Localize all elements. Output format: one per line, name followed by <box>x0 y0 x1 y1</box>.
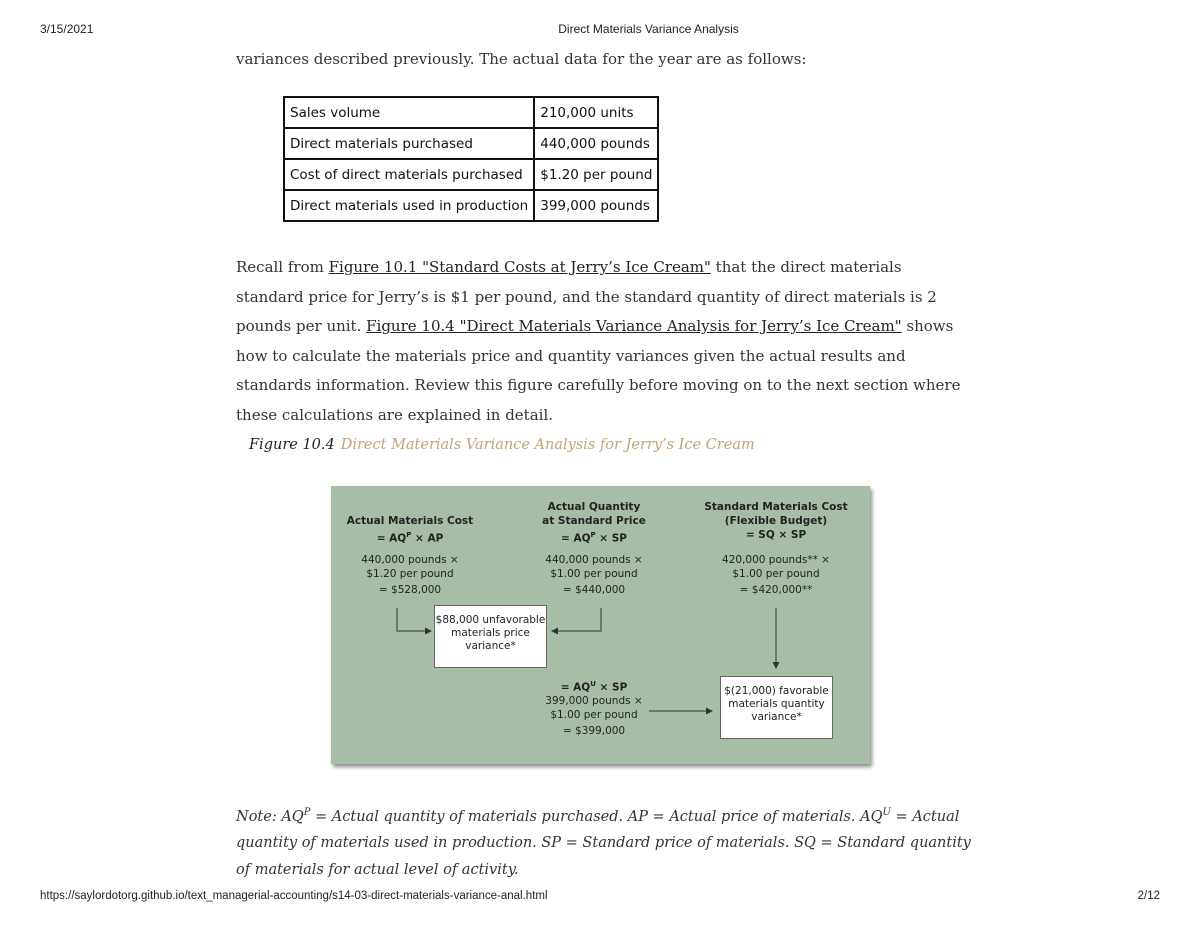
note-text: = Actual quantity of materials used in production. SP = Standard price of materials. SQ = Standard quantity of materials for actual level of activity. <box>236 808 971 878</box>
page-number: 2/12 <box>1137 890 1160 902</box>
arrow-col2-to-price-box <box>552 608 601 631</box>
variance-diagram <box>331 486 870 764</box>
actual-data-table <box>283 96 659 222</box>
variance-line: $88,000 unfavorable <box>435 614 546 626</box>
formula-text: × SP <box>595 532 628 545</box>
figure-10-1-link[interactable]: Figure 10.1 "Standard Costs at Jerry’s Ice Cream" <box>328 258 711 276</box>
table-cell-value: 399,000 pounds <box>534 190 658 221</box>
superscript-p: P <box>406 531 412 539</box>
calc-result: = $420,000** <box>739 584 813 596</box>
figure-title: Direct Materials Variance Analysis for Jerry’s Ice Cream <box>340 437 755 453</box>
table-row <box>284 190 658 221</box>
col3-heading-line: Standard Materials Cost <box>704 501 848 513</box>
calc-result: = $440,000 <box>562 584 626 596</box>
table-cell-label: Direct materials purchased <box>284 128 534 159</box>
formula-text: × AP <box>411 532 444 545</box>
note-text: = Actual quantity of materials purchased. AP = Actual price of materials. AQ <box>310 808 883 825</box>
col1-heading-line: Actual Materials Cost <box>346 515 474 527</box>
formula-text: × SP <box>595 681 628 694</box>
superscript-u: U <box>590 680 596 688</box>
variance-line: variance* <box>465 640 516 652</box>
calc-result: = $528,000 <box>378 584 442 596</box>
variance-line: materials quantity <box>728 698 825 710</box>
figure-10-4-link[interactable]: Figure 10.4 "Direct Materials Variance Analysis for Jerry’s Ice Cream" <box>366 317 902 335</box>
superscript-p: P <box>590 531 596 539</box>
variance-line: materials price <box>451 627 530 639</box>
calc-line: 420,000 pounds** × <box>722 554 830 566</box>
paragraph-text: shows how to calculate the materials price and quantity variances given the actual results and standards information. Review this figure carefully before moving on to the next section where these calculations are explained in detail. <box>236 317 961 424</box>
note-text: Note: AQ <box>236 808 304 825</box>
table-cell-label: Sales volume <box>284 97 534 128</box>
figure-number: Figure 10.4 <box>249 437 335 453</box>
calc-line: $1.00 per pound <box>550 568 638 580</box>
page-url: https://saylordotorg.github.io/text_managerial-accounting/s14-03-direct-materials-variance-anal.html <box>40 890 548 902</box>
figure-caption <box>249 437 755 453</box>
calc-line: $1.20 per pound <box>366 568 454 580</box>
table-cell-value: $1.20 per pound <box>534 159 658 190</box>
table-cell-label: Cost of direct materials purchased <box>284 159 534 190</box>
formula-text: = AQ <box>560 532 591 545</box>
paragraph-text: that the direct materials standard price for Jerry’s is $1 per pound, and the standard quantity of direct materials is 2 pounds per unit. <box>236 258 937 335</box>
col2-heading-line: Actual Quantity <box>547 501 641 513</box>
calc-line: 399,000 pounds × <box>545 695 643 707</box>
note-superscript-u: U <box>882 807 891 818</box>
calc-line: 440,000 pounds × <box>361 554 459 566</box>
arrow-col1-to-price-box <box>397 608 431 631</box>
page-header-title: Direct Materials Variance Analysis <box>558 22 739 36</box>
col3-formula: = SQ × SP <box>745 529 807 541</box>
recall-paragraph <box>236 253 966 430</box>
paragraph-text: Recall from <box>236 258 329 276</box>
diagram-arrows <box>331 486 870 764</box>
formula-text: = AQ <box>560 681 591 694</box>
table-cell-value: 440,000 pounds <box>534 128 658 159</box>
col3-heading-line: (Flexible Budget) <box>724 515 828 527</box>
figure-note <box>236 800 976 883</box>
calc-line: $1.00 per pound <box>732 568 820 580</box>
calc-result: = $399,000 <box>562 725 626 737</box>
table-row <box>284 128 658 159</box>
table-cell-label: Direct materials used in production <box>284 190 534 221</box>
table-row <box>284 97 658 128</box>
formula-text: = AQ <box>376 532 407 545</box>
calc-line: $1.00 per pound <box>550 709 638 721</box>
intro-text: variances described previously. The actual data for the year are as follows: <box>236 50 807 68</box>
variance-line: $(21,000) favorable <box>724 685 829 697</box>
calc-line: 440,000 pounds × <box>545 554 643 566</box>
table-cell-value: 210,000 units <box>534 97 658 128</box>
print-date: 3/15/2021 <box>40 22 94 36</box>
variance-line: variance* <box>751 711 802 723</box>
table-row <box>284 159 658 190</box>
note-superscript-p: P <box>303 807 311 818</box>
col2-heading-line: at Standard Price <box>542 515 646 527</box>
